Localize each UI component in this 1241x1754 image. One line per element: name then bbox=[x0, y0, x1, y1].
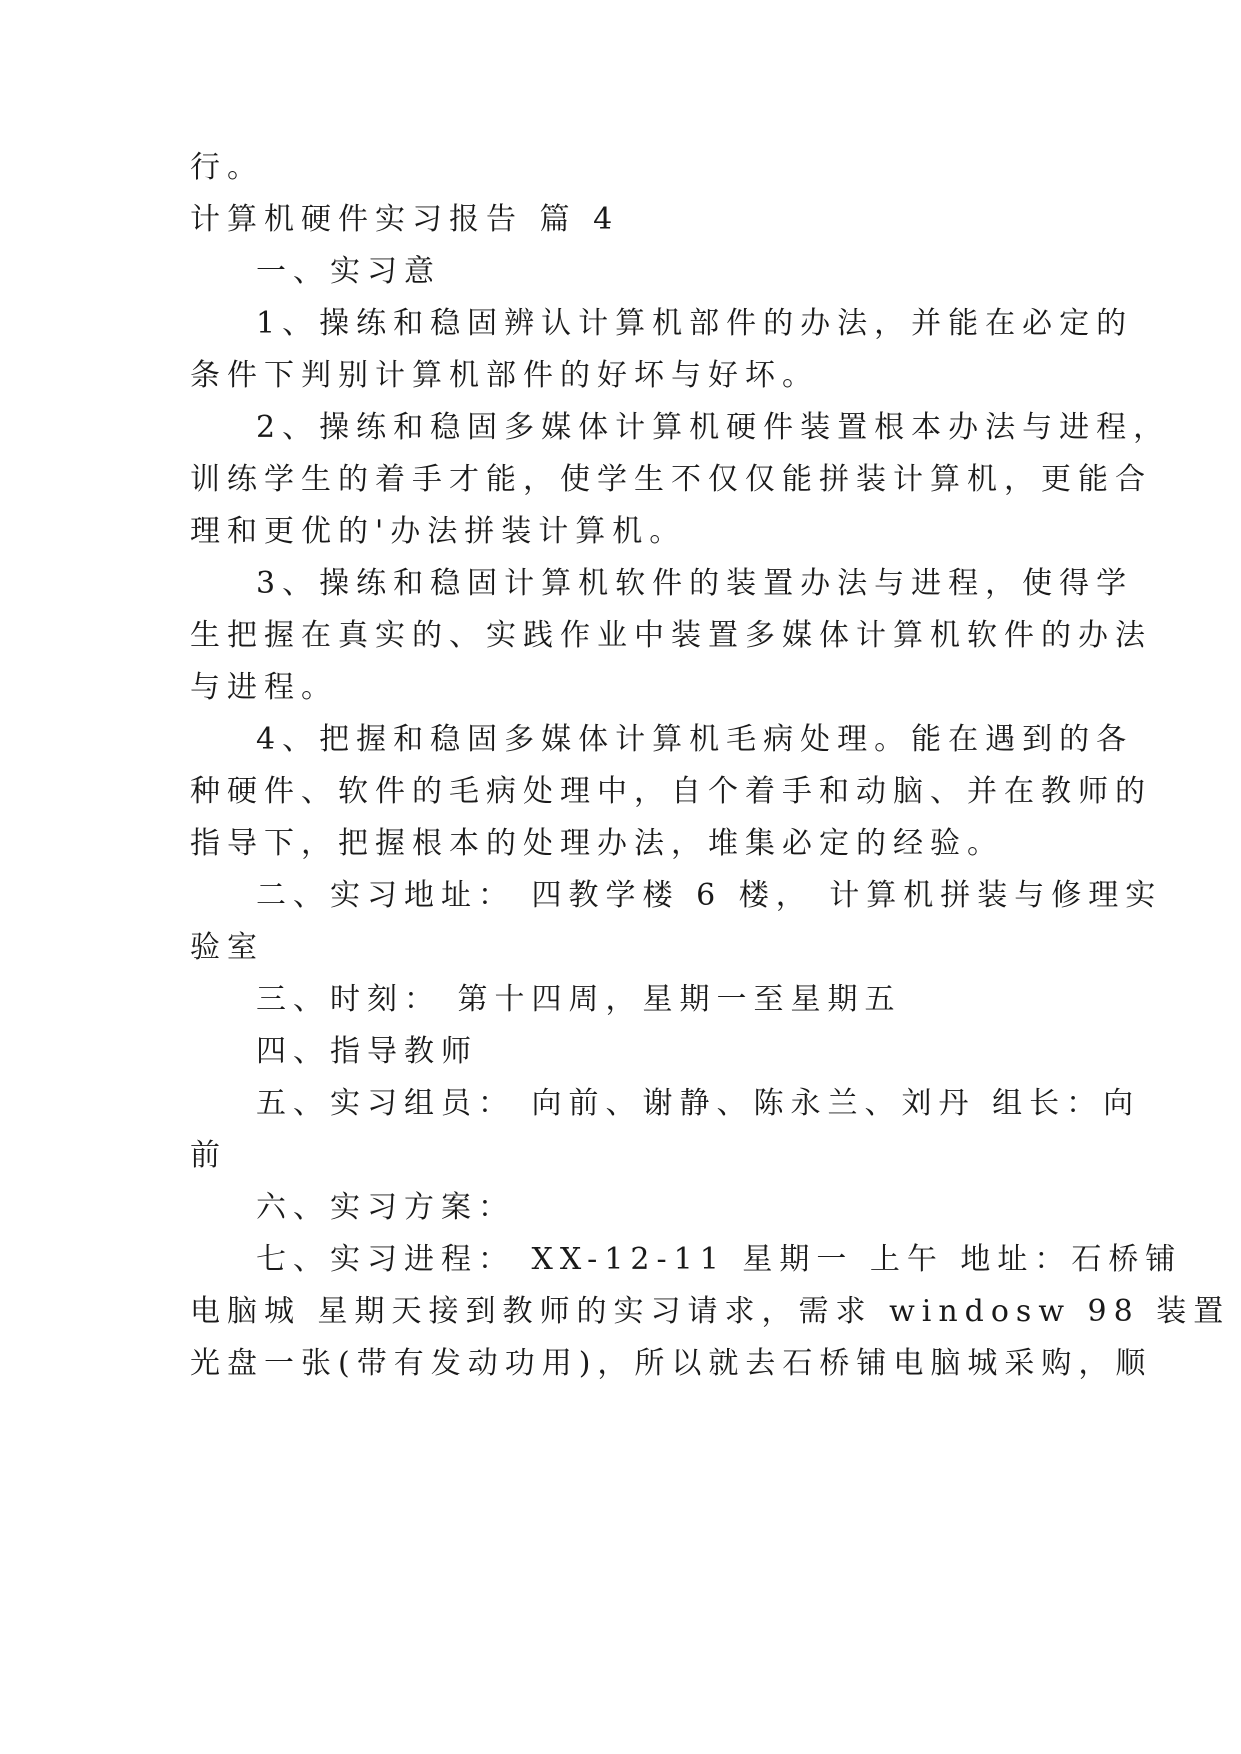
text-line: 2、操练和稳固多媒体计算机硬件装置根本办法与进程， bbox=[256, 410, 1171, 445]
text-line: 六、实习方案： bbox=[256, 1190, 515, 1225]
text-line: 与进程。 bbox=[190, 670, 338, 705]
text-line: 种硬件、软件的毛病处理中，自个着手和动脑、并在教师的 bbox=[190, 774, 1152, 809]
text-line: 行。 bbox=[190, 150, 264, 185]
text-line: 1、操练和稳固辨认计算机部件的办法，并能在必定的 bbox=[256, 306, 1134, 341]
text-line: 二、实习地址： 四教学楼 6 楼， 计算机拼装与修理实 bbox=[256, 878, 1163, 913]
text-line: 五、实习组员： 向前、谢静、陈永兰、刘丹 组长：向 bbox=[256, 1086, 1141, 1121]
text-line: 训练学生的着手才能，使学生不仅仅能拼装计算机，更能合 bbox=[190, 462, 1152, 497]
text-line: 3、操练和稳固计算机软件的装置办法与进程，使得学 bbox=[256, 566, 1134, 601]
text-line: 条件下判别计算机部件的好坏与好坏。 bbox=[190, 358, 819, 393]
text-line: 四、指导教师 bbox=[256, 1034, 478, 1069]
text-line: 理和更优的'办法拼装计算机。 bbox=[190, 514, 687, 549]
text-line: 验室 bbox=[190, 930, 264, 965]
text-line: 电脑城 星期天接到教师的实习请求，需求 windosw 98 装置 bbox=[190, 1294, 1231, 1329]
text-line: 七、实习进程： XX-12-11 星期一 上午 地址：石桥铺 bbox=[256, 1242, 1183, 1277]
text-line: 前 bbox=[190, 1138, 227, 1173]
text-line: 三、时刻： 第十四周，星期一至星期五 bbox=[256, 982, 902, 1017]
text-line: 一、实习意 bbox=[256, 254, 441, 289]
text-line: 4、把握和稳固多媒体计算机毛病处理。能在遇到的各 bbox=[256, 722, 1134, 757]
text-line: 光盘一张(带有发动功用)，所以就去石桥铺电脑城采购，顺 bbox=[190, 1346, 1153, 1381]
section-title: 计算机硬件实习报告 篇 4 bbox=[190, 202, 620, 237]
text-line: 指导下，把握根本的处理办法，堆集必定的经验。 bbox=[190, 826, 1004, 861]
text-line: 生把握在真实的、实践作业中装置多媒体计算机软件的办法 bbox=[190, 618, 1152, 653]
